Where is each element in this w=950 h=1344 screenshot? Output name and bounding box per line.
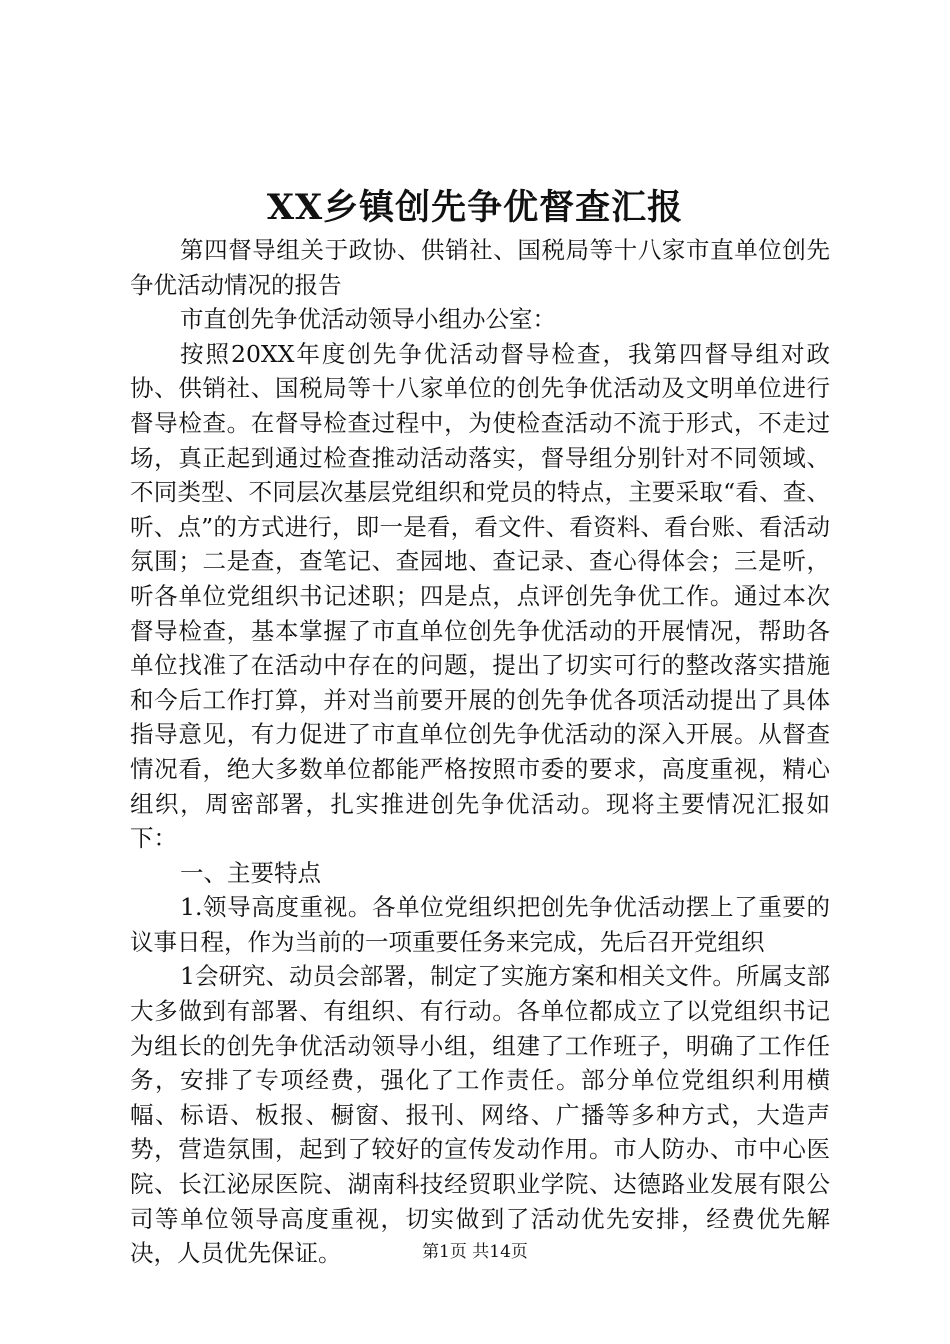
document-title: XX乡镇创先争优督查汇报	[266, 187, 684, 228]
point-one-continued-paragraph: 1会研究、动员会部署，制定了实施方案和相关文件。所属支部大多做到有部署、有组织、有行动。各单位都成立了以党组织书记为组长的创先争优活动领导小组，组建了工作班子，明确了工作任务，安排了专项经费，强化了工作责任。部分单位党组织利用横幅、标语、板报、橱窗、报刊、网络、广播等多种方式，大造声势，营造氛围，起到了较好的宣传发动作用。市人防办、市中心医院、长江泌尿医院、湖南科技经贸职业学院、达德路业发展有限公司等单位领导高度重视，切实做到了活动优先安排，经费优先解决，人员优先保证。	[130, 962, 830, 1268]
report-heading-paragraph: 第四督导组关于政协、供销社、国税局等十八家市直单位创先争优活动情况的报告	[130, 236, 830, 299]
document-body	[130, 233, 830, 1271]
page-number-footer: 第1页 共14页	[422, 1242, 528, 1262]
intro-paragraph: 按照20XX年度创先争优活动督导检查，我第四督导组对政协、供销社、国税局等十八家单位的创先争优活动及文明单位进行督导检查。在督导检查过程中，为使检查活动不流于形式，不走过场，真正起到通过检查推动活动落实，督导组分别针对不同领域、不同类型、不同层次基层党组织和党员的特点，主要采取“看、查、听、点”的方式进行，即一是看，看文件、看资料、看台账、看活动氛围；二是查，查笔记、查园地、查记录、查心得体会；三是听，听各单位党组织书记述职；四是点，点评创先争优工作。通过本次督导检查，基本掌握了市直单位创先争优活动的开展情况，帮助各单位找准了在活动中存在的问题，提出了切实可行的整改落实措施和今后工作打算，并对当前要开展的创先争优各项活动提出了具体指导意见，有力促进了市直单位创先争优活动的深入开展。从督查情况看，绝大多数单位都能严格按照市委的要求，高度重视，精心组织，周密部署，扎实推进创先争优活动。现将主要情况汇报如下：	[130, 339, 830, 853]
point-one-paragraph: 1.领导高度重视。各单位党组织把创先争优活动摆上了重要的议事日程，作为当前的一项重要任务来完成，先后召开党组织	[130, 893, 830, 956]
section-heading: 一、主要特点	[180, 858, 321, 887]
addressee-paragraph: 市直创先争优活动领导小组办公室：	[180, 305, 556, 334]
